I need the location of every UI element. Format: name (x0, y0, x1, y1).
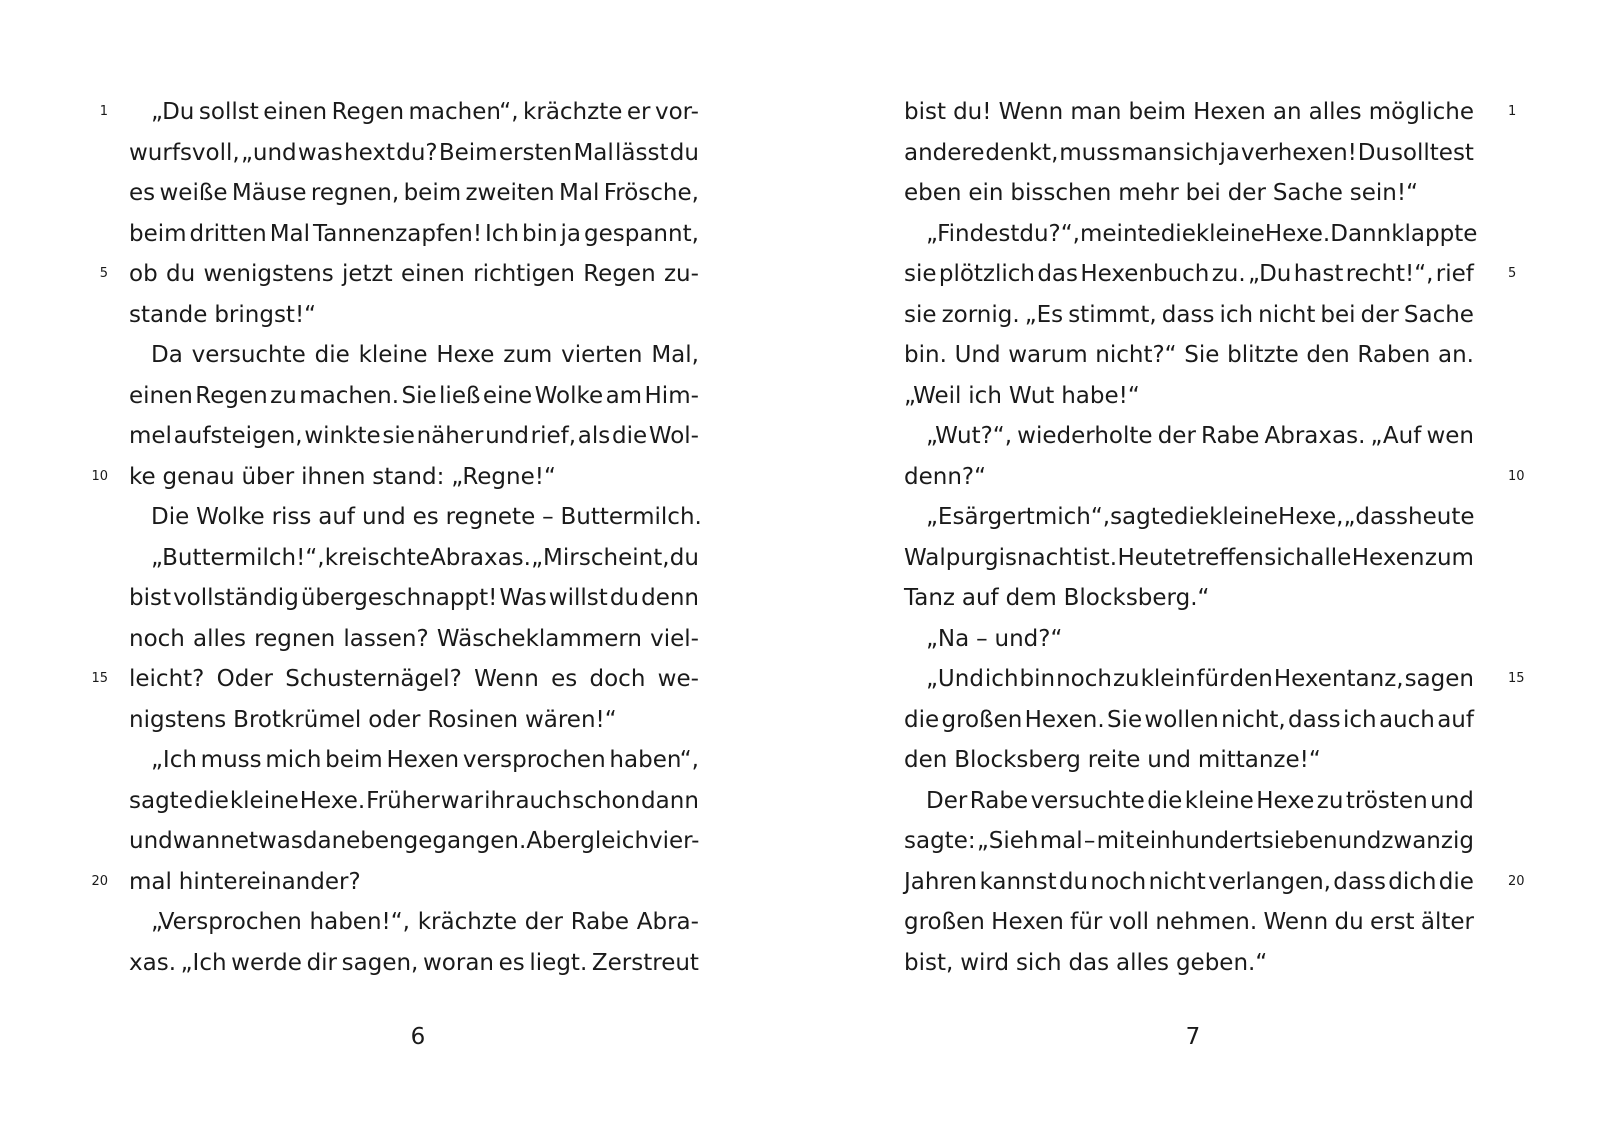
line-number: 15 (1508, 671, 1525, 686)
line-number: 20 (91, 873, 108, 889)
left-page-text (91, 92, 702, 983)
text-line: andere denkt, muss man sich ja verhexen! Du solltest (904, 139, 1474, 166)
text-line: Der Rabe versuchte die kleine Hexe zu trösten und (926, 787, 1474, 814)
line-number: 20 (1508, 873, 1525, 889)
text-line: den Blocksberg reite und mittanze!“ (904, 747, 1321, 773)
text-line: beim dritten Mal Tannenzapfen! Ich bin ja gespannt, (129, 220, 699, 247)
text-line: Walpurgisnacht ist. Heute treffen sich alle Hexen zum (904, 544, 1474, 571)
line-number: 1 (99, 104, 108, 119)
text-line: 15 leicht? Oder Schusternägel? Wenn es doch we- (129, 659, 699, 700)
text-line: „Buttermilch!“, kreischte Abraxas. „Mir scheint, du (151, 544, 699, 571)
text-line: eben ein bisschen mehr bei der Sache sein!“ (904, 180, 1419, 206)
text-line: 5 ob du wenigstens jetzt einen richtigen Regen zu- (129, 254, 699, 295)
text-line: „Weil ich Wut habe!“ (904, 382, 1140, 409)
text-line: 1 bist du! Wenn man beim Hexen an alles mögliche (904, 92, 1474, 133)
text-line: bist, wird sich das alles geben.“ (904, 949, 1268, 976)
line-number: 5 (1508, 266, 1517, 281)
page-number-right: 7 (1185, 1024, 1201, 1050)
text-line: 20 mal hintereinander? (129, 862, 699, 903)
text-line: „Wut?“, wiederholte der Rabe Abraxas. „Auf wen (926, 423, 1474, 449)
line-number: 10 (91, 468, 108, 484)
line-number: 5 (99, 266, 108, 281)
text-line: sagte die kleine Hexe. Früher war ihr auch schon dann (129, 787, 699, 814)
line-number: 10 (1508, 468, 1525, 484)
text-line: bin. Und warum nicht?“ Sie blitzte den Raben an. (904, 342, 1474, 368)
text-line: 1 „Du sollst einen Regen machen“, krächzte er vor- (129, 92, 699, 133)
text-line: 10 ke genau über ihnen stand: „Regne!“ (129, 457, 699, 498)
right-page-text (904, 92, 1525, 983)
right-page (904, 92, 1525, 983)
text-line: „Ich muss mich beim Hexen versprochen haben“, (151, 747, 699, 773)
line-number: 1 (1508, 104, 1517, 119)
text-line: großen Hexen für voll nehmen. Wenn du erst älter (904, 909, 1474, 935)
text-line: stande bringst!“ (129, 301, 317, 328)
text-line: bist vollständig übergeschnappt! Was willst du denn (129, 585, 699, 611)
left-page (91, 92, 702, 983)
text-line: Tanz auf dem Blocksberg.“ (904, 585, 1210, 611)
text-line: die großen Hexen. Sie wollen nicht, dass ich auch auf (904, 706, 1474, 733)
text-line: sagte: „Sieh mal – mit einhundertsiebenundzwanzig (904, 828, 1474, 854)
text-line: mel aufsteigen, winkte sie näher und rief, als die Wol- (129, 423, 699, 449)
text-line: „Versprochen haben!“, krächzte der Rabe Abra- (151, 909, 699, 935)
text-line: „Na – und?“ (926, 625, 1063, 652)
text-line: Da versuchte die kleine Hexe zum vierten Mal, (151, 342, 699, 368)
text-line: noch alles regnen lassen? Wäscheklammern viel- (129, 625, 699, 652)
text-line: es weiße Mäuse regnen, beim zweiten Mal Frösche, (129, 180, 699, 206)
text-line: 20 Jahren kannst du noch nicht verlangen, dass dich die (904, 862, 1474, 903)
page-number-left: 6 (410, 1024, 426, 1050)
text-line: „Es ärgert mich“, sagte die kleine Hexe, „dass heute (926, 504, 1475, 530)
text-line: xas. „Ich werde dir sagen, woran es liegt. Zerstreut (129, 949, 699, 976)
text-line: Die Wolke riss auf und es regnete – Buttermilch. (151, 504, 702, 530)
text-line: sie zornig. „Es stimmt, dass ich nicht bei der Sache (904, 301, 1474, 328)
text-line: und wann etwas danebengegangen. Aber gleich vier- (129, 828, 700, 854)
text-line: 10 denn?“ (904, 457, 1474, 498)
text-line: 15 „Und ich bin noch zu klein für den Hexentanz, sagen (904, 659, 1474, 700)
text-line: einen Regen zu machen. Sie ließ eine Wolke am Him- (129, 382, 699, 409)
text-line: „Findest du?“, meinte die kleine Hexe. Dann klappte (926, 220, 1478, 247)
text-line: nigstens Brotkrümel oder Rosinen wären!“ (129, 706, 617, 733)
line-number: 15 (91, 671, 108, 686)
text-line: 5 sie plötzlich das Hexenbuch zu. „Du hast recht!“, rief (904, 254, 1474, 295)
text-line: wurfsvoll, „und was hext du? Beim ersten Mal lässt du (129, 139, 699, 166)
